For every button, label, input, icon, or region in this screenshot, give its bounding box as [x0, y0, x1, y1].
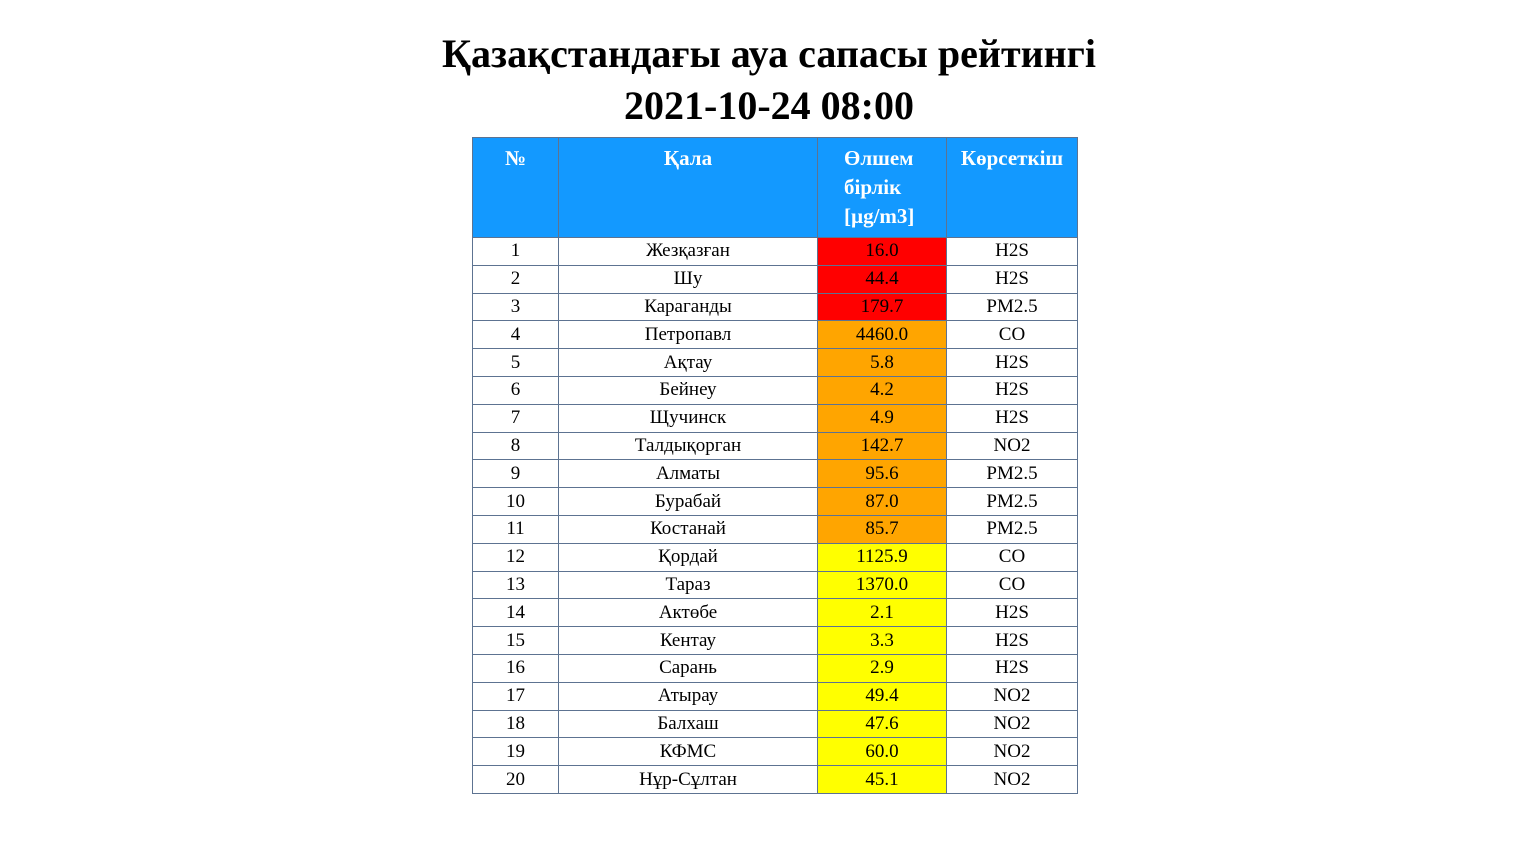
- value-cell: 4460.0: [818, 321, 947, 349]
- row-number-cell: 17: [473, 682, 559, 710]
- header-unit: Өлшем бірлік [µg/m3]: [818, 138, 947, 238]
- value-cell: 87.0: [818, 488, 947, 516]
- city-cell: Щучинск: [559, 404, 818, 432]
- city-cell: Шу: [559, 265, 818, 293]
- table-row: [473, 543, 1078, 571]
- row-number-cell: 13: [473, 571, 559, 599]
- indicator-cell: H2S: [947, 376, 1078, 404]
- value-cell: 2.1: [818, 599, 947, 627]
- indicator-cell: H2S: [947, 349, 1078, 377]
- city-cell: Нұр-Сұлтан: [559, 766, 818, 794]
- value-cell: 4.9: [818, 404, 947, 432]
- indicator-cell: H2S: [947, 265, 1078, 293]
- value-cell: 142.7: [818, 432, 947, 460]
- value-cell: 5.8: [818, 349, 947, 377]
- air-quality-table: [472, 137, 1078, 794]
- row-number-cell: 16: [473, 654, 559, 682]
- table-row: [473, 766, 1078, 794]
- header-city: Қала: [559, 138, 818, 238]
- table-body: [473, 238, 1078, 794]
- value-cell: 1370.0: [818, 571, 947, 599]
- city-cell: Балхаш: [559, 710, 818, 738]
- value-cell: 49.4: [818, 682, 947, 710]
- table-row: [473, 460, 1078, 488]
- table-row: [473, 654, 1078, 682]
- table-row: [473, 488, 1078, 516]
- row-number-cell: 12: [473, 543, 559, 571]
- row-number-cell: 11: [473, 515, 559, 543]
- table-row: [473, 627, 1078, 655]
- table-row: [473, 710, 1078, 738]
- indicator-cell: NO2: [947, 766, 1078, 794]
- table-row: [473, 404, 1078, 432]
- city-cell: Қордай: [559, 543, 818, 571]
- table-row: [473, 376, 1078, 404]
- row-number-cell: 1: [473, 238, 559, 266]
- value-cell: 45.1: [818, 766, 947, 794]
- city-cell: Сарань: [559, 654, 818, 682]
- value-cell: 3.3: [818, 627, 947, 655]
- row-number-cell: 10: [473, 488, 559, 516]
- indicator-cell: NO2: [947, 710, 1078, 738]
- row-number-cell: 20: [473, 766, 559, 794]
- indicator-cell: H2S: [947, 238, 1078, 266]
- value-cell: 47.6: [818, 710, 947, 738]
- city-cell: Караганды: [559, 293, 818, 321]
- indicator-cell: CO: [947, 571, 1078, 599]
- table-row: [473, 515, 1078, 543]
- value-cell: 4.2: [818, 376, 947, 404]
- row-number-cell: 18: [473, 710, 559, 738]
- value-cell: 179.7: [818, 293, 947, 321]
- row-number-cell: 14: [473, 599, 559, 627]
- city-cell: КФМС: [559, 738, 818, 766]
- city-cell: Ақтау: [559, 349, 818, 377]
- indicator-cell: NO2: [947, 432, 1078, 460]
- city-cell: Петропавл: [559, 321, 818, 349]
- row-number-cell: 2: [473, 265, 559, 293]
- indicator-cell: CO: [947, 543, 1078, 571]
- city-cell: Кентау: [559, 627, 818, 655]
- row-number-cell: 7: [473, 404, 559, 432]
- header-indicator: Көрсеткіш: [947, 138, 1078, 238]
- city-cell: Тараз: [559, 571, 818, 599]
- value-cell: 95.6: [818, 460, 947, 488]
- value-cell: 2.9: [818, 654, 947, 682]
- row-number-cell: 8: [473, 432, 559, 460]
- indicator-cell: PM2.5: [947, 488, 1078, 516]
- indicator-cell: CO: [947, 321, 1078, 349]
- indicator-cell: NO2: [947, 738, 1078, 766]
- row-number-cell: 3: [473, 293, 559, 321]
- table-row: [473, 238, 1078, 266]
- value-cell: 60.0: [818, 738, 947, 766]
- city-cell: Талдықорган: [559, 432, 818, 460]
- city-cell: Костанай: [559, 515, 818, 543]
- row-number-cell: 19: [473, 738, 559, 766]
- indicator-cell: H2S: [947, 654, 1078, 682]
- table-row: [473, 293, 1078, 321]
- page-title: Қазақстандағы ауа сапасы рейтингі: [442, 31, 1096, 76]
- row-number-cell: 15: [473, 627, 559, 655]
- indicator-cell: PM2.5: [947, 460, 1078, 488]
- city-cell: Бейнеу: [559, 376, 818, 404]
- table-row: [473, 432, 1078, 460]
- city-cell: Бурабай: [559, 488, 818, 516]
- indicator-cell: H2S: [947, 404, 1078, 432]
- table-row: [473, 599, 1078, 627]
- table-row: [473, 571, 1078, 599]
- city-cell: Алматы: [559, 460, 818, 488]
- row-number-cell: 6: [473, 376, 559, 404]
- indicator-cell: PM2.5: [947, 293, 1078, 321]
- table-header-row: [473, 138, 1078, 238]
- row-number-cell: 4: [473, 321, 559, 349]
- indicator-cell: H2S: [947, 627, 1078, 655]
- value-cell: 85.7: [818, 515, 947, 543]
- city-cell: Жезқазған: [559, 238, 818, 266]
- indicator-cell: PM2.5: [947, 515, 1078, 543]
- city-cell: Актөбе: [559, 599, 818, 627]
- table-row: [473, 321, 1078, 349]
- header-number: №: [473, 138, 559, 238]
- table-row: [473, 349, 1078, 377]
- indicator-cell: NO2: [947, 682, 1078, 710]
- page-datetime: 2021-10-24 08:00: [624, 83, 914, 128]
- value-cell: 44.4: [818, 265, 947, 293]
- value-cell: 16.0: [818, 238, 947, 266]
- table-row: [473, 682, 1078, 710]
- indicator-cell: H2S: [947, 599, 1078, 627]
- row-number-cell: 9: [473, 460, 559, 488]
- table-row: [473, 265, 1078, 293]
- value-cell: 1125.9: [818, 543, 947, 571]
- row-number-cell: 5: [473, 349, 559, 377]
- table-row: [473, 738, 1078, 766]
- city-cell: Атырау: [559, 682, 818, 710]
